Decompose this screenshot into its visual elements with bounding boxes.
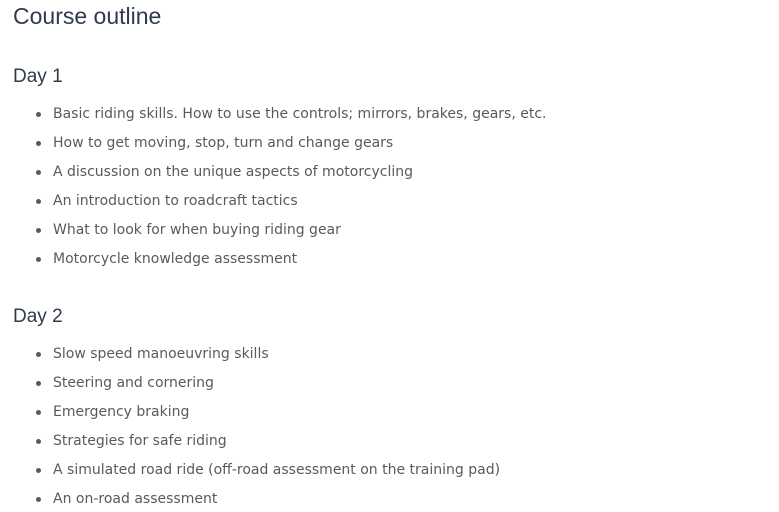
- list-item-text: A discussion on the unique aspects of motorcycling: [53, 164, 413, 180]
- list-item-text: Strategies for safe riding: [53, 433, 227, 449]
- bullet-icon: [36, 257, 41, 262]
- list-item-text: Slow speed manoeuvring skills: [53, 346, 269, 362]
- list-item-text: A simulated road ride (off-road assessment on the training pad): [53, 462, 501, 478]
- list-item-text: Basic riding skills. How to use the controls; mirrors, brakes, gears, etc.: [53, 106, 547, 122]
- day-1-list: [13, 102, 546, 276]
- list-item: [13, 189, 546, 218]
- list-item: [13, 102, 546, 131]
- list-item-text: What to look for when buying riding gear: [53, 222, 341, 238]
- bullet-icon: [36, 170, 41, 175]
- list-item: [13, 429, 500, 458]
- bullet-icon: [36, 112, 41, 117]
- bullet-icon: [36, 410, 41, 415]
- day-2-heading: Day 2: [13, 306, 63, 327]
- bullet-icon: [36, 352, 41, 357]
- list-item: [13, 371, 500, 400]
- bullet-icon: [36, 141, 41, 146]
- list-item: [13, 131, 546, 160]
- list-item-text: Motorcycle knowledge assessment: [53, 251, 298, 267]
- bullet-icon: [36, 468, 41, 473]
- bullet-icon: [36, 439, 41, 444]
- list-item: [13, 342, 500, 371]
- list-item-text: An introduction to roadcraft tactics: [53, 193, 298, 209]
- list-item: [13, 160, 546, 189]
- list-item-text: Emergency braking: [53, 404, 190, 420]
- list-item-text: An on-road assessment: [53, 491, 218, 507]
- list-item: [13, 487, 500, 512]
- day-2-list: [13, 342, 500, 512]
- list-item-text: Steering and cornering: [53, 375, 214, 391]
- list-item-text: How to get moving, stop, turn and change gears: [53, 135, 394, 151]
- list-item: [13, 400, 500, 429]
- list-item: [13, 458, 500, 487]
- page-title: Course outline: [13, 3, 162, 29]
- list-item: [13, 247, 546, 276]
- bullet-icon: [36, 381, 41, 386]
- list-item: [13, 218, 546, 247]
- bullet-icon: [36, 228, 41, 233]
- bullet-icon: [36, 199, 41, 204]
- day-1-heading: Day 1: [13, 66, 63, 87]
- bullet-icon: [36, 497, 41, 502]
